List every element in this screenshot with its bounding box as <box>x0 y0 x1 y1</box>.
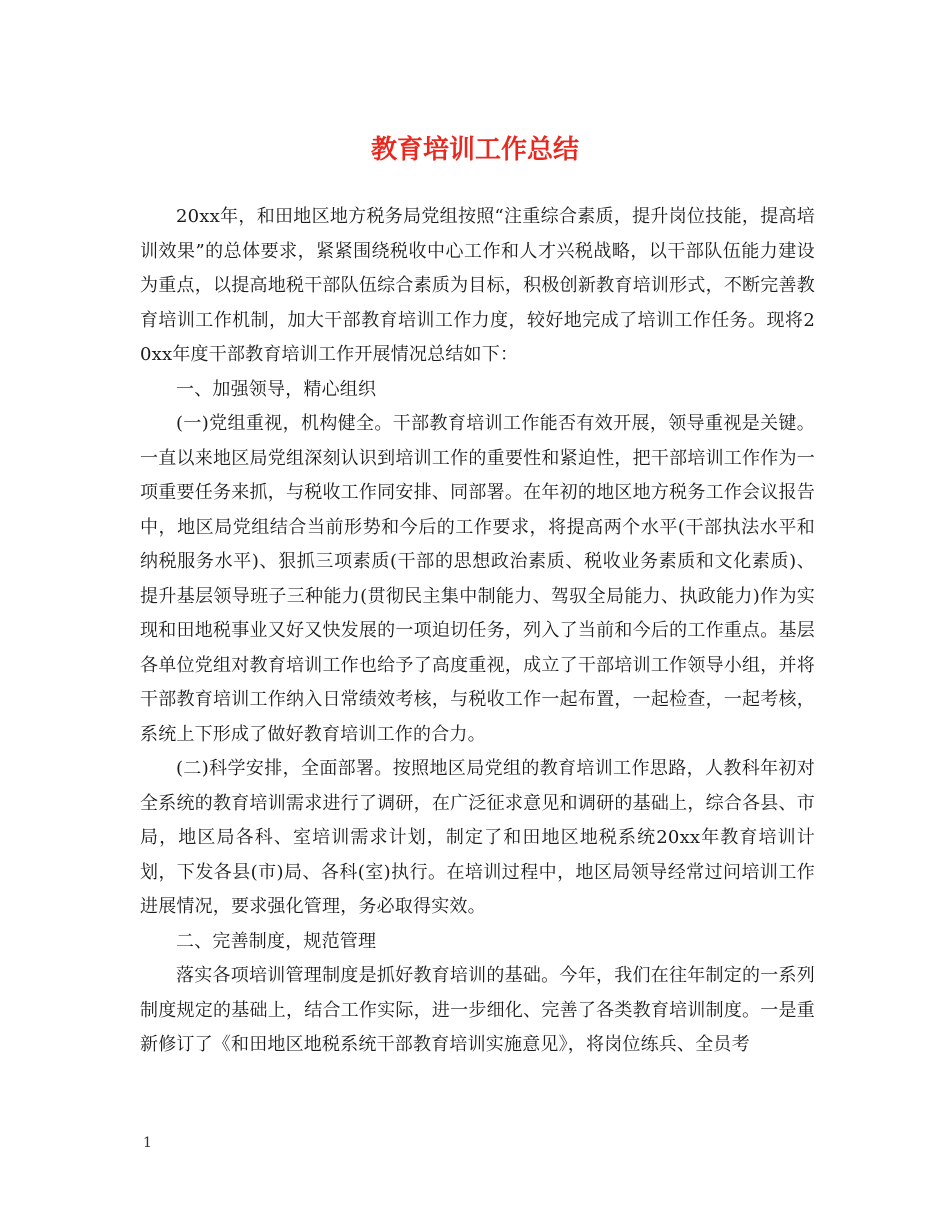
page-number: 1 <box>143 1135 152 1151</box>
document-title: 教育培训工作总结 <box>370 135 579 165</box>
paragraph-subsection-2: (二)科学安排，全面部署。按照地区局党组的教育培训工作思路，人教科年初对全系统的教育培训需求进行了调研，在广泛征求意见和调研的基础上，综合各县、市局，地区局各科、室培训需求计划，制定了和田地区地税系统20xx年教育培训计划，下发各县(市)局、各科(室)执行。在培训过程中，地区局领导经常过问培训工作进展情况，要求强化管理，务必取得实效。 <box>140 758 815 917</box>
paragraph-subsection-1: (一)党组重视，机构健全。干部教育培训工作能否有效开展，领导重视是关键。一直以来地区局党组深刻认识到培训工作的重要性和紧迫性，把干部培训工作作为一项重要任务来抓，与税收工作同安排、同部署。在年初的地区地方税务工作会议报告中，地区局党组结合当前形势和今后的工作要求，将提高两个水平(干部执法水平和纳税服务水平)、狠抓三项素质(干部的思想政治素质、税收业务素质和文化素质)、提升基层领导班子三种能力(贯彻民主集中制能力、驾驭全局能力、执政能力)作为实现和田地税事业又好又快发展的一项迫切任务，列入了当前和今后的工作重点。基层各单位党组对教育培训工作也给予了高度重视，成立了干部培训工作领导小组，并将干部教育培训工作纳入日常绩效考核，与税收工作一起布置，一起检查，一起考核，系统上下形成了做好教育培训工作的合力。 <box>140 413 815 745</box>
section-heading-1: 一、加强领导，精心组织 <box>176 378 377 400</box>
document-body <box>140 200 815 1063</box>
paragraph-intro: 20xx年，和田地区地方税务局党组按照“注重综合素质，提升岗位技能，提高培训效果”的总体要求，紧紧围绕税收中心工作和人才兴税战略，以干部队伍能力建设为重点，以提高地税干部队伍综合素质为目标，积极创新教育培训形式，不断完善教育培训工作机制，加大干部教育培训工作力度，较好地完成了培训工作任务。现将20xx年度干部教育培训工作开展情况总结如下： <box>140 206 815 365</box>
section-heading-2: 二、完善制度，规范管理 <box>176 930 377 952</box>
paragraph-section-2: 落实各项培训管理制度是抓好教育培训的基础。今年，我们在往年制定的一系列制度规定的基础上，结合工作实际，进一步细化、完善了各类教育培训制度。一是重新修订了《和田地区地税系统干部教育培训实施意见》，将岗位练兵、全员考 <box>140 965 815 1055</box>
